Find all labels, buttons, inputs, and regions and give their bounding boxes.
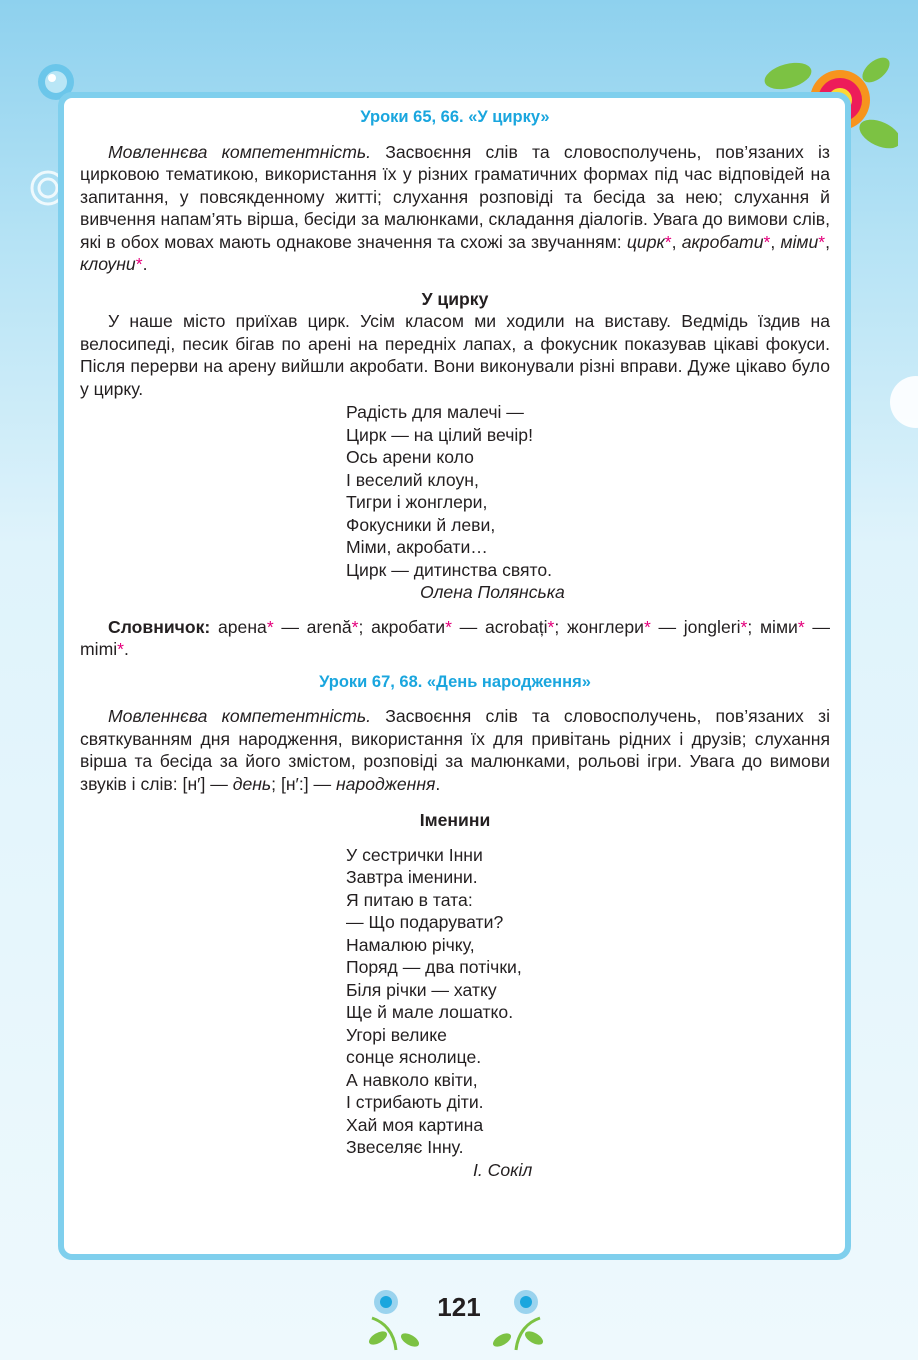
poem-author: Олена Полянська [420, 582, 565, 602]
vocab-label: Словничок: [108, 616, 211, 637]
poem-line: У сестрички Інни [346, 844, 483, 865]
intro-text: Засвоєння слів та словосполучень, пов’язаних зі святкуванням дня народження, використання їх для привітань рідних і друзів; слухання вірша та бесіда за його змістом, розповіді за малюнками, рольові ігри. Увага до вимови звуків і слів: [н′] — [80, 706, 830, 794]
bubble-icon [886, 372, 918, 432]
story-title: У цирку [421, 288, 489, 309]
poem-title: Іменини [419, 810, 491, 830]
poem-line: І веселий клоун, [346, 469, 479, 490]
poem [346, 844, 830, 1159]
poem-line: Поряд — два потічки, [346, 957, 522, 977]
story-text: У наше місто приїхав цирк. Усім класом ми ходили на виставу. Ведмідь їздив на велосипеді, песик бігав по арені на передніх лапах, а фокусник показував цікаві фокуси. Після перерви на арену вийшли акробати. Вони виконували різні вправи. Дуже цікаво було у цирку. [80, 311, 830, 399]
intro-text: ; [н′:] — [271, 773, 336, 794]
vocabulary: Словничок: арена* — arenă*; акробати* — acrobați*; жонглери* — jongleri*; міми* — mimi*. [80, 616, 831, 659]
poem-line: Намалюю річку, [346, 934, 475, 955]
poem-line: Я питаю в тата: [346, 889, 473, 910]
vocab-word: акробати [371, 616, 446, 637]
poem-line: Угорі велике [346, 1024, 447, 1045]
vocab-translation: arenă [306, 616, 352, 637]
vocab-word: жонглери [566, 616, 644, 637]
poem-line: Фокусники й леви, [346, 514, 496, 535]
poem-line: Біля річки — хатку [346, 979, 497, 1000]
poem-line: Радість для малечі — [346, 402, 524, 422]
poem-author: І. Сокіл [473, 1159, 533, 1180]
poem-line: Тигри і жонглери, [346, 492, 488, 512]
poem-line: — Що подарувати? [346, 912, 504, 932]
poem-line: Цирк — на цілий вечір! [346, 424, 533, 445]
poem-line: А навколо квіти, [346, 1069, 478, 1090]
intro-label: Мовленнєва компетентність. [108, 141, 371, 162]
poem-line: Хай моя картина [346, 1114, 484, 1135]
vocab-word: міми [759, 616, 798, 637]
page-content [80, 100, 830, 1181]
poem-line: І стрибають діти. [346, 1092, 484, 1112]
vocab-translation: mimi [80, 639, 118, 659]
poem-line: сонце яснолице. [346, 1047, 482, 1067]
lesson-intro: Мовленнєва компетентність. Засвоєння слів та словосполучень, пов’язаних із цирковою тематикою, використання їх у різних граматичних формах під час відповідей на запитання, у повсякденному житті; слухання розповіді та бесіда за нею; слухання й вивчення напам’ять вірша, бесіди за малюнками, складання діалогів. Увага до вимови слів, які в обох мовах мають однакове значення та схожі за звучанням: цирк*, акробати*, міми*, клоуни*. [80, 141, 831, 274]
example-word: цирк [626, 231, 665, 252]
example-word: народження [336, 773, 436, 794]
lesson-title: Уроки 65, 66. «У цирку» [360, 108, 550, 126]
lesson-intro: Мовленнєва компетентність. Засвоєння слів та словосполучень, пов’язаних зі святкуванням дня народження, використання їх для привітань рідних і друзів; слухання вірша та бесіда за його змістом, розповіді за малюнками, рольові ігри. Увага до вимови звуків і слів: [н′] — день; [н′:] — народження. [80, 706, 830, 794]
example-word: акробати [681, 231, 764, 252]
poem-line: Ось арени коло [346, 447, 474, 467]
vocab-translation: acrobați [484, 616, 548, 637]
intro-text: Засвоєння слів та словосполучень, пов’язаних із цирковою тематикою, використання їх у різних граматичних формах під час відповідей на запитання, у повсякденному житті; слухання розповіді та бесіда за нею; слухання й вивчення напам’ять вірша, бесіди за малюнками, складання діалогів. Увага до вимови слів, які в обох мовах мають однакове значення та схожі за звучанням: [80, 141, 830, 252]
floral-ornament-icon [484, 1282, 548, 1352]
poem [346, 401, 830, 581]
example-word: міми [780, 231, 819, 252]
poem-line: Ще й мале лошатко. [346, 1002, 514, 1022]
poem-line: Цирк — дитинства свято. [346, 559, 553, 580]
lesson-title: Уроки 67, 68. «День народження» [319, 672, 591, 691]
poem-line: Міми, акробати… [346, 537, 488, 557]
vocab-word: арена [217, 616, 267, 637]
example-word: день [232, 773, 272, 794]
page-number: 121 [437, 1292, 481, 1322]
example-word: клоуни [80, 254, 136, 274]
intro-label: Мовленнєва компетентність. [108, 706, 371, 726]
poem-line: Звеселяє Інну. [346, 1137, 464, 1157]
vocab-translation: jongleri [683, 616, 741, 637]
poem-line: Завтра іменини. [346, 867, 478, 887]
